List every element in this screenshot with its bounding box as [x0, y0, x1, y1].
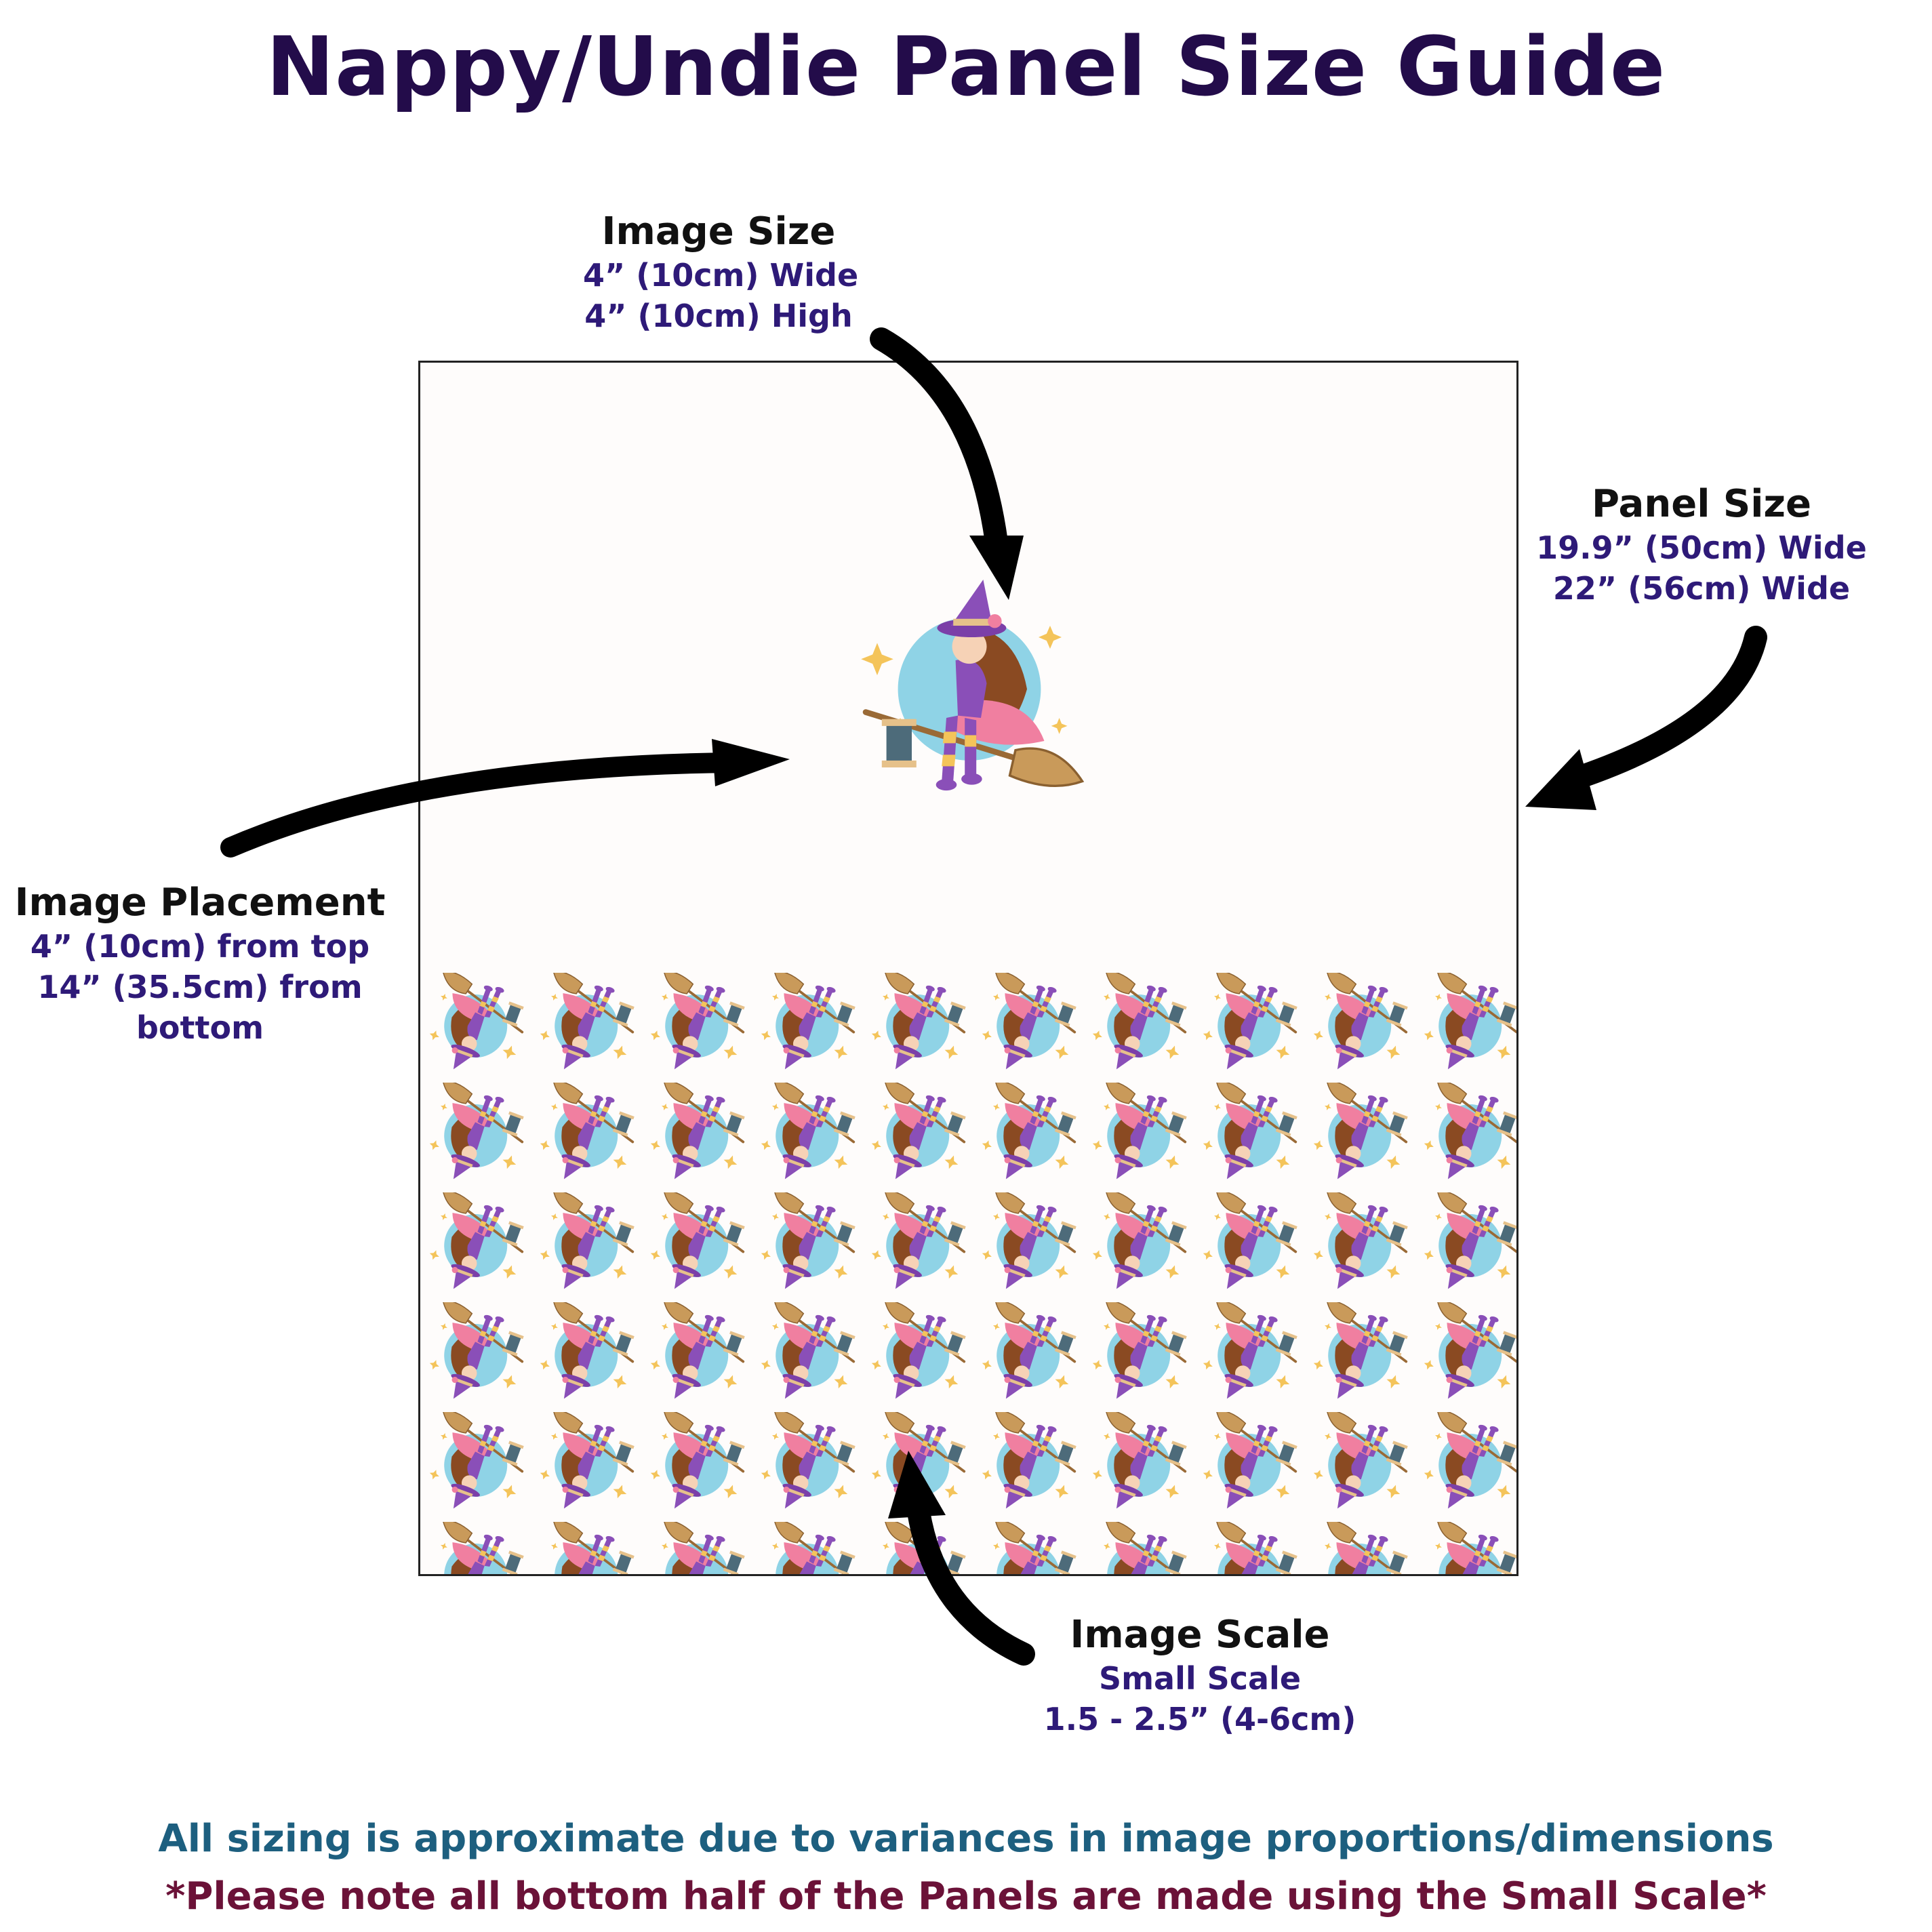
image-scale-size: Small Scale: [1098, 1660, 1302, 1697]
image-size-heading: Image Size: [601, 209, 836, 254]
panel-size-arrowhead: [1525, 749, 1596, 810]
image-placement-bottom: 14” (35.5cm) from: [37, 969, 363, 1005]
image-scale-heading: Image Scale: [1070, 1613, 1330, 1657]
image-placement-bottom-cont: bottom: [136, 1009, 264, 1046]
panel-size-arrow: [1573, 637, 1756, 780]
image-placement-top: 4” (10cm) from top: [30, 928, 370, 965]
page-title: Nappy/Undie Panel Size Guide: [266, 20, 1666, 115]
small-scale-note: *Please note all bottom half of the Panels are made using the Small Scale*: [165, 1874, 1767, 1918]
image-scale-range: 1.5 - 2.5” (4-6cm): [1043, 1701, 1356, 1737]
approximate-sizing-note: All sizing is approximate due to variances in image proportions/dimensions: [158, 1817, 1774, 1861]
image-size-height: 4” (10cm) High: [584, 298, 853, 334]
image-size-arrow: [881, 339, 997, 542]
panel-size-heading: Panel Size: [1592, 482, 1811, 526]
image-placement-arrow: [230, 763, 732, 847]
image-placement-arrowhead: [712, 739, 790, 786]
image-scale-arrowhead: [888, 1451, 946, 1518]
image-size-arrowhead: [969, 536, 1024, 600]
image-placement-heading: Image Placement: [14, 881, 386, 925]
panel-size-width: 19.9” (50cm) Wide: [1536, 529, 1867, 566]
image-size-width: 4” (10cm) Wide: [583, 257, 859, 294]
panel-size-length: 22” (56cm) Wide: [1552, 570, 1851, 607]
image-scale-arrow: [919, 1512, 1024, 1654]
